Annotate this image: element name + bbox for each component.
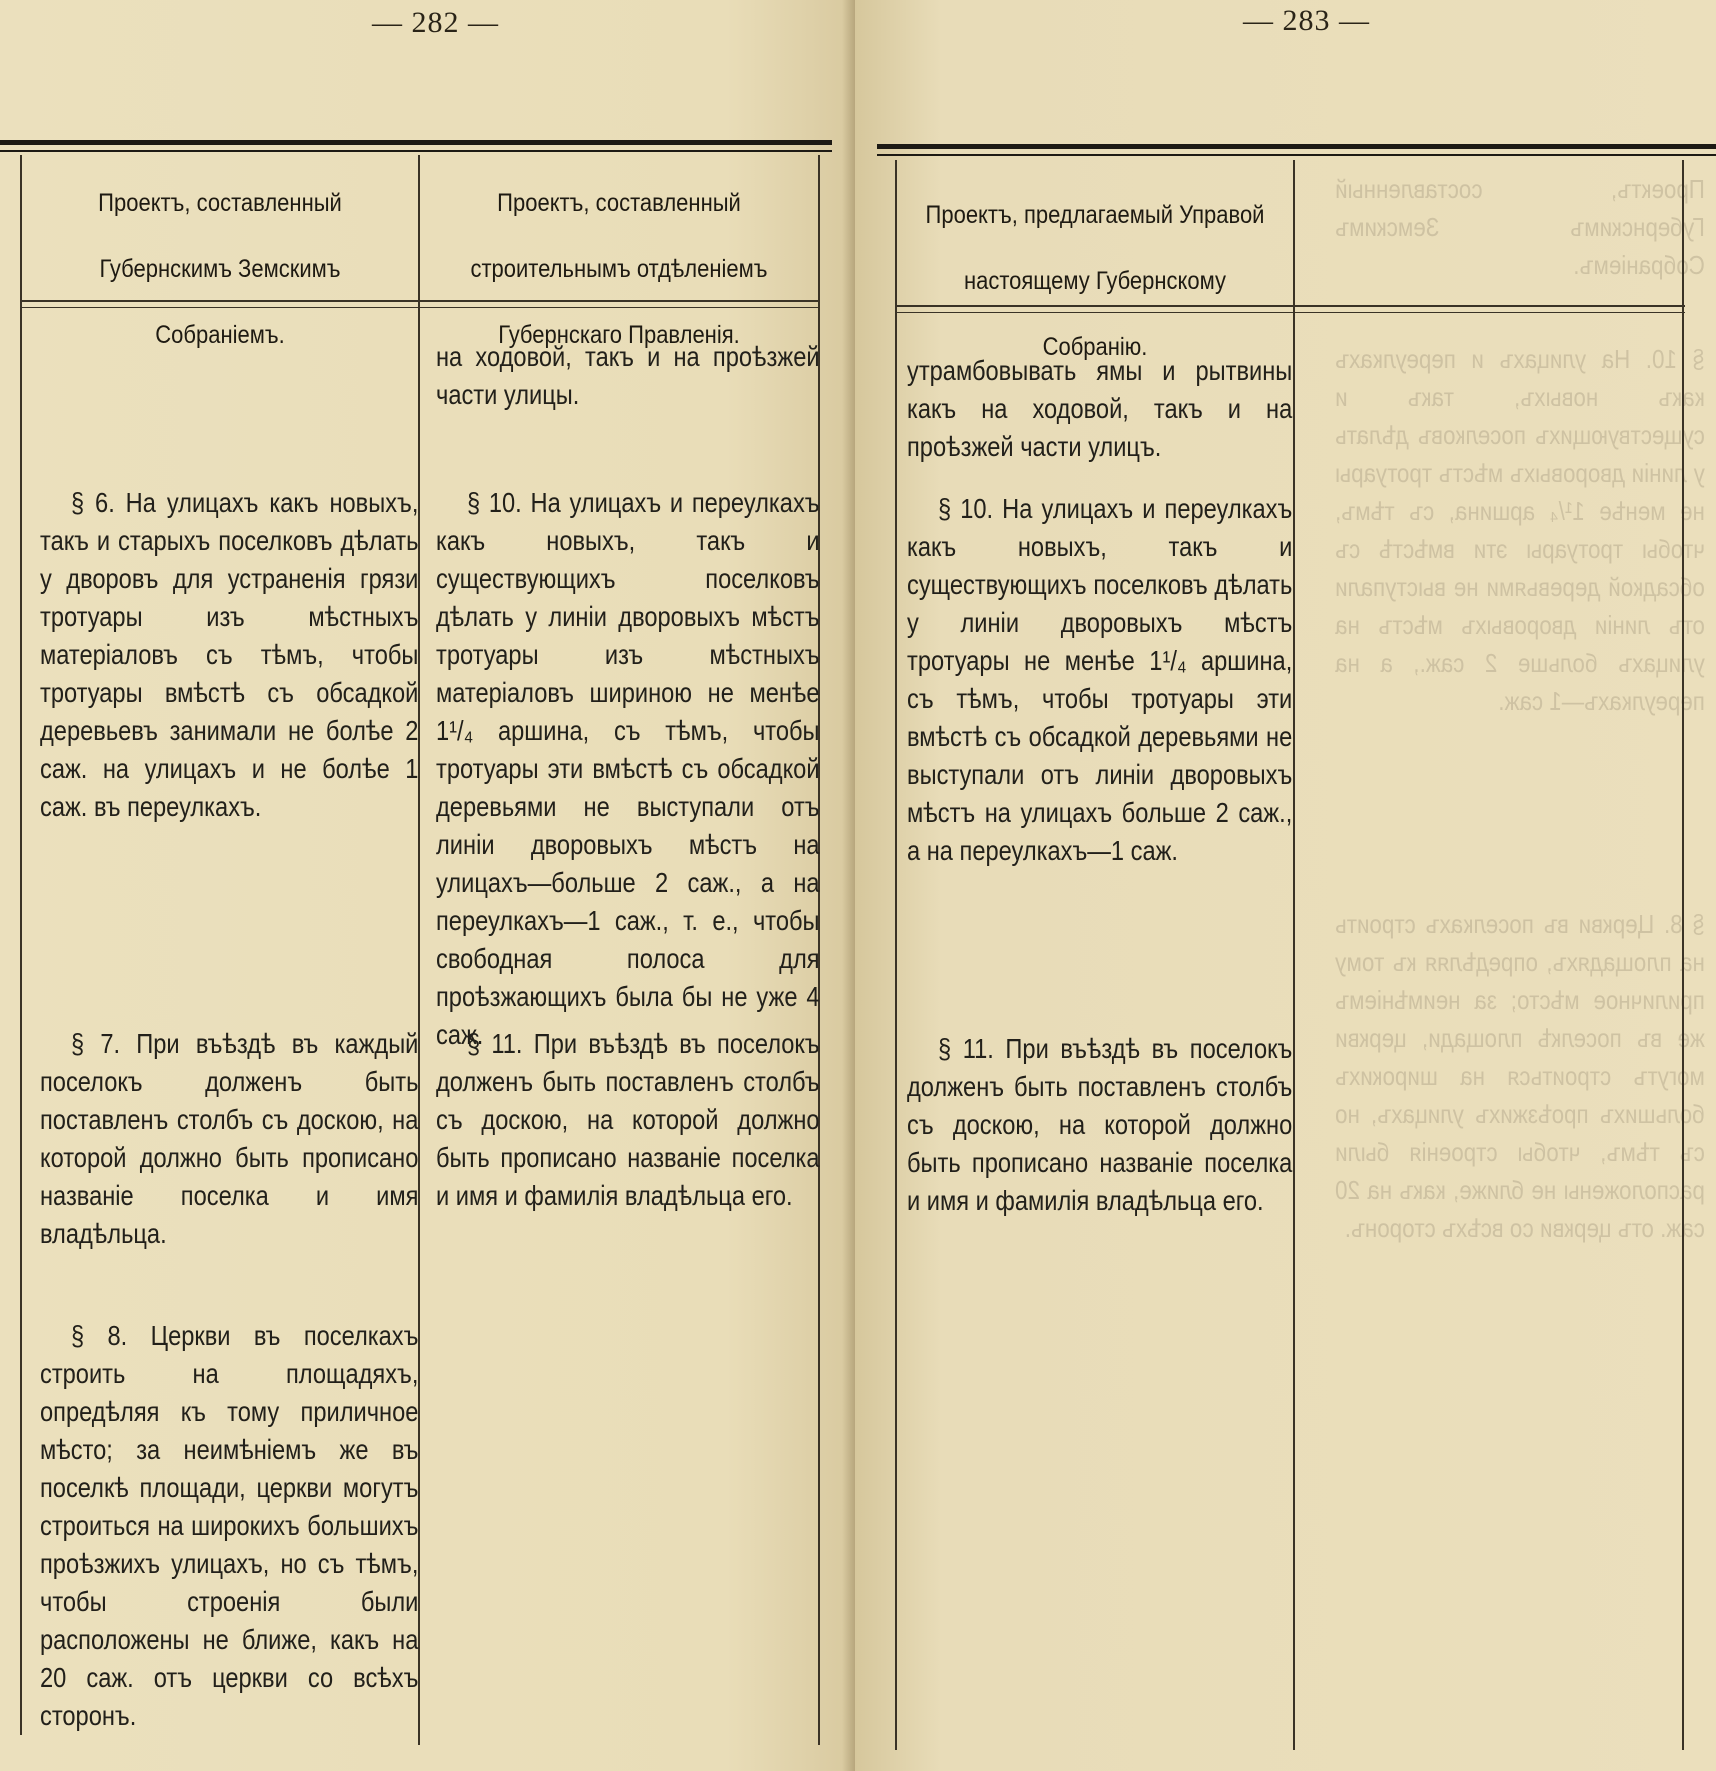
column-header: Проектъ, составленный строительнымъ отдѣленіемъ Губернскаго Правленія. [470,189,768,349]
column-text [907,490,1292,870]
show-through-text: Проектъ, составленный Губернскимъ Земскимъ Собраніемъ. [1335,174,1705,280]
table-border-left [20,155,22,1735]
table-top-rule [0,140,832,145]
paragraph-continuation: утрамбовывать ямы и рытвины какъ на ходовой, такъ и на проѣзжей части улицъ. [907,355,1293,462]
column-header: Проектъ, предлагаемый Управой настоящему Губернскому Собранію. [925,201,1265,361]
column-text [436,338,820,414]
right-page [855,0,1716,1771]
paragraph: § 8. Церкви въ поселкахъ строить на площадяхъ, опредѣляя къ тому приличное мѣсто; за неимѣніемъ же въ поселкѣ площади, церкви могутъ строиться на широкихъ большихъ проѣзжихъ улицахъ, но съ тѣмъ, чтобы строенія были расположены не ближе, какъ на 20 саж. отъ церкви со всѣхъ сторонъ. [40,1320,419,1731]
column-text [40,1025,418,1253]
table-border-left [895,160,897,1750]
paragraph: § 11. При въѣздѣ въ поселокъ долженъ быть поставленъ столбъ съ доскою, на которой должно быть прописано названіе поселка и имя и фамилія владѣльца его. [436,1028,820,1211]
page-number: — 282 — [372,6,499,39]
left-page [0,0,855,1771]
column-divider [1293,160,1295,1750]
table-top-rule [877,144,1716,149]
paragraph-continuation: на ходовой, такъ и на проѣзжей части улицы. [436,341,820,410]
column-text [40,1317,418,1735]
column-text [436,484,820,1054]
paragraph: § 6. На улицахъ какъ новыхъ, такъ и старыхъ поселковъ дѣлать у дворовъ для устраненія грязи тротуары изъ мѣстныхъ матеріаловъ съ тѣмъ, чтобы тротуары вмѣстѣ съ обсадкой деревьевъ занимали не болѣе 2 саж. на улицахъ и не болѣе 1 саж. въ переулкахъ. [40,487,419,822]
paragraph: § 10. На улицахъ и переулкахъ какъ новыхъ, такъ и существующихъ поселковъ дѣлать у линіи дворовыхъ мѣстъ тротуары изъ мѣстныхъ матеріаловъ шириною не менѣе 1¹/₄ аршина, съ тѣмъ, чтобы тротуары эти вмѣстѣ съ обсадкой деревьями не выступали отъ линіи дворовыхъ мѣстъ на улицахъ—больше 2 саж., а на переулкахъ—1 саж., т. е., чтобы свободная полоса для проѣзжающихъ была бы не уже 4 саж. [436,487,820,1050]
paragraph: § 7. При въѣздѣ въ каждый поселокъ долженъ быть поставленъ столбъ съ доскою, на которой должно быть прописано названіе поселка и имя владѣльца. [40,1028,419,1249]
page-number: — 283 — [1243,4,1370,37]
table-top-rule-thin [877,154,1716,156]
column-text [436,1025,820,1215]
column-header: Проектъ, составленный Губернскимъ Земскимъ Собраніемъ. [98,189,342,349]
show-through-text: § 8. Церкви въ поселкахъ строить на площадяхъ, опредѣляя къ тому приличное мѣсто; за неимѣніемъ же въ поселкѣ площади, церкви могутъ строиться на широкихъ большихъ проѣзжихъ улицахъ, но съ тѣмъ, чтобы строенія были расположены не ближе, какъ на 20 саж. отъ церкви со всѣхъ сторонъ. [1335,909,1705,1243]
column-text [907,352,1292,466]
paragraph: § 10. На улицахъ и переулкахъ какъ новыхъ, такъ и существующихъ поселковъ дѣлать у линіи дворовыхъ мѣстъ тротуары не менѣе 1¹/₄ аршина, съ тѣмъ, чтобы тротуары эти вмѣстѣ съ обсадкой деревьями не выступали отъ линіи дворовыхъ мѣстъ на улицахъ больше 2 саж., а на переулкахъ—1 саж. [907,493,1293,866]
show-through-text: § 10. На улицахъ и переулкахъ какъ новыхъ, такъ и существующихъ поселковъ дѣлать у линіи дворовыхъ мѣстъ тротуары не менѣе 1¹/₄ аршина, съ тѣмъ, чтобы тротуары эти вмѣстѣ съ обсадкой деревьями не выступали отъ линіи дворовыхъ мѣстъ на улицахъ больше 2 саж., а на переулкахъ—1 саж. [1335,344,1705,716]
column-text [907,1030,1292,1220]
paragraph: § 11. При въѣздѣ въ поселокъ долженъ быть поставленъ столбъ съ доскою, на которой должно быть прописано названіе поселка и имя и фамилія владѣльца его. [907,1033,1293,1216]
table-top-rule-thin [0,150,832,152]
column-text [40,484,418,826]
